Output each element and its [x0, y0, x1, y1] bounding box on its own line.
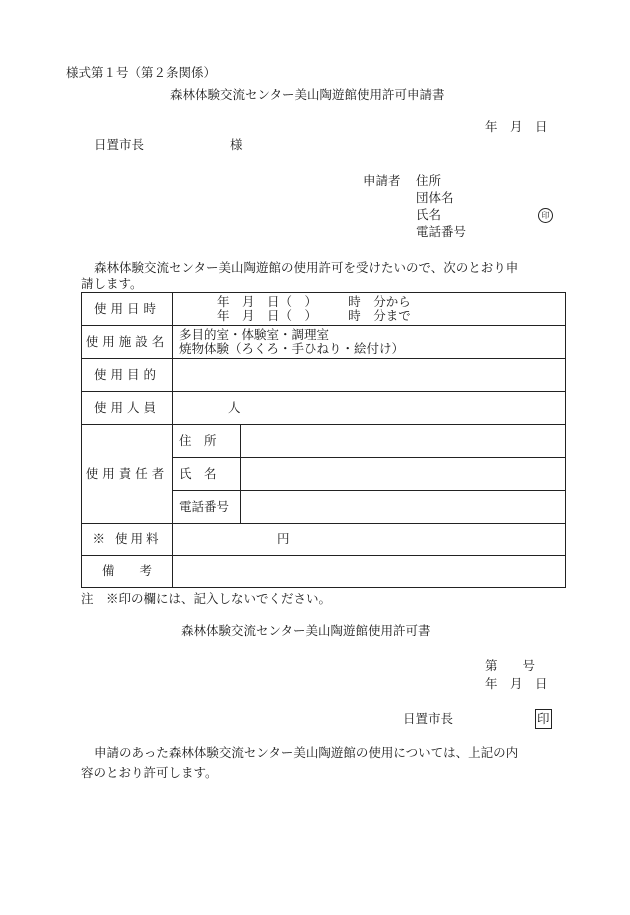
form-number: 様式第１号（第２条関係） [66, 65, 217, 80]
remarks-label: 備 考 [82, 556, 173, 588]
applicant-organization-label: 団体名 [416, 190, 454, 205]
permit-text-line-1: 申請のあった森林体験交流センター美山陶遊館の使用については、上記の内 [94, 745, 519, 760]
row-purpose [82, 359, 566, 392]
row-usage-datetime [82, 293, 566, 326]
permit-seal-box [535, 709, 552, 729]
application-table [81, 292, 566, 588]
purpose-label: 使用目的 [82, 359, 173, 392]
facility-pottery: 焼物体験（ろくろ・手ひねり・絵付け） [179, 341, 405, 356]
seal-glyph: 印 [538, 208, 553, 223]
application-date: 年 月 日 [485, 119, 548, 134]
honorific: 様 [230, 137, 243, 152]
facility-label: 使用施設名 [82, 326, 173, 359]
remarks-field[interactable] [173, 556, 566, 588]
purpose-field[interactable] [173, 359, 566, 392]
responsible-address-label: 住 所 [173, 425, 241, 458]
table-note: 注 ※印の欄には、記入しないでください。 [81, 591, 332, 606]
permit-text-line-2: 容のとおり許可します。 [81, 765, 218, 780]
responsible-phone-label: 電話番号 [173, 491, 241, 524]
application-title: 森林体験交流センター美山陶遊館使用許可申請書 [170, 87, 445, 102]
people-label: 使用人員 [82, 392, 173, 425]
addressee: 日置市長 [94, 137, 145, 152]
responsible-phone-field[interactable] [241, 491, 566, 524]
permit-date: 年 月 日 [485, 676, 548, 691]
responsible-address-field[interactable] [241, 425, 566, 458]
facility-rooms: 多目的室・体験室・調理室 [179, 326, 330, 342]
people-field[interactable] [173, 392, 566, 425]
intro-line-1: 森林体験交流センター美山陶遊館の使用許可を受けたいので、次のとおり申 [94, 260, 519, 275]
responsible-name-label: 氏 名 [173, 458, 241, 491]
applicant-label: 申請者 [363, 173, 401, 188]
intro-line-2: 請します。 [81, 276, 143, 291]
applicant-address-label: 住所 [416, 173, 442, 188]
responsible-label: 使用責任者 [82, 425, 173, 524]
fee-field[interactable] [173, 524, 566, 556]
usage-datetime-label: 使用日時 [82, 293, 173, 326]
people-unit: 人 [228, 399, 241, 415]
permit-seal-glyph: 印 [537, 711, 550, 726]
permit-title: 森林体験交流センター美山陶遊館使用許可書 [181, 623, 431, 638]
usage-datetime-to: 年 月 日（ ） 時 分まで [217, 308, 411, 323]
permit-number: 第 号 [485, 658, 536, 673]
fee-unit: 円 [277, 531, 290, 547]
row-remarks [82, 556, 566, 588]
row-facility [82, 326, 566, 359]
permit-issuer: 日置市長 [403, 711, 454, 726]
applicant-name-label: 氏名 [416, 207, 442, 222]
usage-datetime-from: 年 月 日（ ） 時 分から [217, 293, 411, 309]
fee-label: ※ 使用料 [82, 524, 173, 556]
row-responsible-address [82, 425, 566, 458]
responsible-name-field[interactable] [241, 458, 566, 491]
row-fee [82, 524, 566, 556]
facility-field[interactable] [173, 326, 566, 359]
seal-icon [538, 208, 553, 223]
row-people [82, 392, 566, 425]
applicant-phone-label: 電話番号 [416, 224, 467, 239]
usage-datetime-field[interactable] [173, 293, 566, 326]
